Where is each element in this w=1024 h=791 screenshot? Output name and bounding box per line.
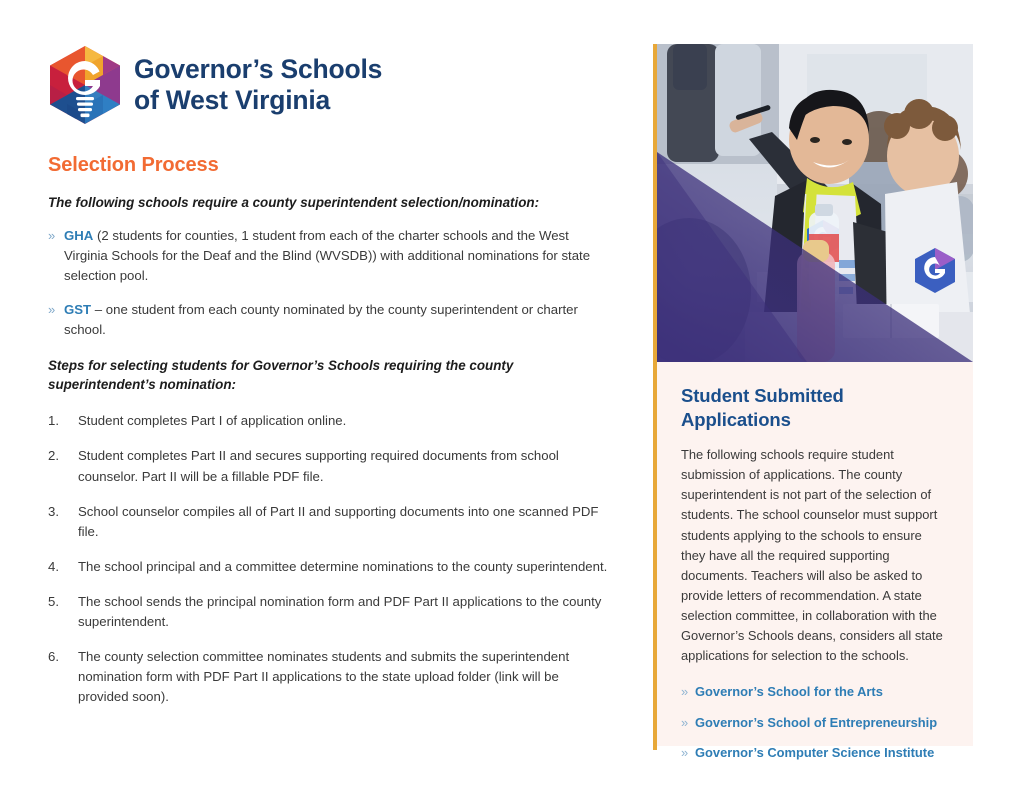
step-item: [48, 502, 608, 542]
brand-wordmark: [134, 54, 382, 117]
students-in-classroom-photo: [657, 44, 973, 362]
chevron-double-right-icon: »: [681, 744, 689, 760]
step-text: The county selection committee nominates students and submits the superintendent nomination form with PDF Part II applications to the state upload folder (link will be provided soon).: [78, 648, 570, 705]
chevron-double-right-icon: »: [681, 684, 689, 700]
step-text: Student completes Part II and secures supporting required documents from school counselor. Part II will be a fillable PDF file.: [78, 448, 559, 484]
step-text: The school sends the principal nomination form and PDF Part II applications to the county superintendent.: [78, 593, 602, 629]
step-text: Student completes Part I of application online.: [78, 413, 347, 429]
wordmark-line-1: Governor’s Schools: [134, 53, 383, 84]
list-item: [48, 300, 608, 340]
list-item-body: [64, 226, 608, 286]
chevron-double-right-icon: »: [48, 302, 56, 318]
step-number: 1.: [48, 413, 59, 429]
governors-school-of-entrepreneurship-link[interactable]: Governor’s School of Entrepreneurship: [695, 714, 938, 730]
step-number: 4.: [48, 558, 59, 574]
lead-paragraph-2: Steps for selecting students for Governor’s Schools requiring the county superintendent’s nomination:: [48, 358, 514, 393]
required-nomination-list: [48, 226, 608, 340]
list-item-text: – one student from each county nominated by the county superintendent or charter school.: [64, 302, 578, 338]
list-item[interactable]: [681, 714, 949, 732]
step-number: 2.: [48, 448, 59, 464]
list-item-body: [64, 300, 608, 340]
step-item: [48, 592, 608, 632]
governors-school-for-the-arts-link[interactable]: Governor’s School for the Arts: [695, 684, 883, 700]
list-item[interactable]: [681, 744, 949, 762]
step-number: 3.: [48, 503, 59, 519]
list-item[interactable]: [681, 683, 949, 701]
wordmark-line-2: of West Virginia: [134, 85, 331, 115]
step-number: 5.: [48, 593, 59, 609]
gst-link[interactable]: GST: [64, 302, 92, 318]
page-title: Selection Process: [48, 154, 219, 176]
gha-link[interactable]: GHA: [64, 228, 94, 244]
selection-steps-list: [48, 411, 608, 707]
main-content-column: [48, 44, 608, 722]
panel-body-text: The following schools require student submission of applications. The county superintendent is not part of the selection of students. The school counselor must support students applying to the schools to ensure they have all the required supporting documents. Teachers will also be asked to provide letters of recommendation. A state selection committee, in collaboration with the Governor’s Schools deans, considers all state applications for selection to the schools.: [681, 447, 943, 664]
panel-title: Student Submitted Applications: [681, 385, 844, 431]
governors-schools-hexagon-bulb-logo: [48, 45, 122, 125]
school-links-list: [681, 683, 949, 761]
chevron-double-right-icon: »: [681, 714, 689, 730]
list-item: [48, 226, 608, 286]
list-item-text: (2 students for counties, 1 student from each of the charter schools and the West Virginia Schools for the Deaf and the Blind (WVSDB)) with additional nominations for state selection pool.: [64, 228, 591, 284]
student-submitted-applications-panel: [657, 362, 973, 760]
step-item: [48, 557, 608, 577]
chevron-double-right-icon: »: [48, 228, 56, 244]
step-item: [48, 411, 608, 431]
step-item: [48, 446, 608, 486]
step-item: [48, 647, 608, 707]
step-text: The school principal and a committee determine nominations to the county superintendent.: [78, 558, 608, 574]
governors-computer-science-institute-link[interactable]: Governor’s Computer Science Institute: [695, 744, 935, 760]
step-text: School counselor compiles all of Part II and supporting documents into one scanned PDF file.: [78, 503, 599, 539]
lead-paragraph-1: The following schools require a county superintendent selection/nomination:: [48, 195, 540, 210]
step-number: 6.: [48, 648, 59, 664]
brand-logo[interactable]: [48, 44, 608, 126]
